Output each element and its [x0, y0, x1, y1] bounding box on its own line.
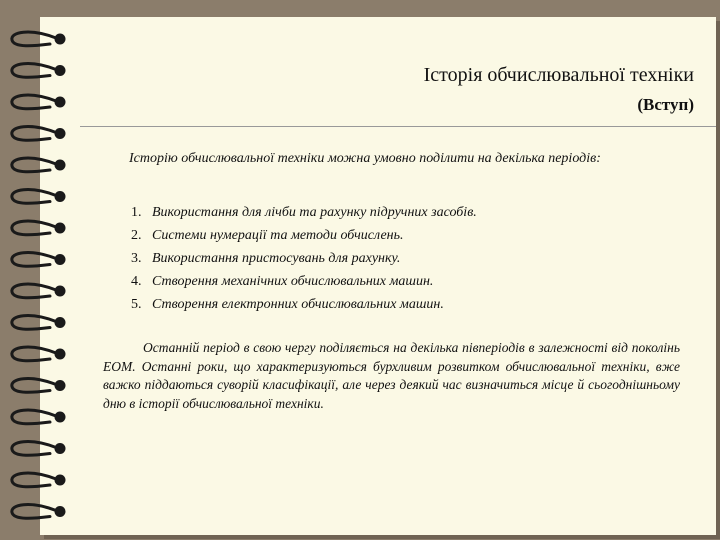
spiral-ring-icon — [12, 127, 56, 141]
binding-hole-icon — [55, 286, 66, 297]
binding-hole-icon — [55, 97, 66, 108]
list-item — [131, 296, 477, 319]
list-item-number: 3. — [131, 251, 142, 266]
spiral-ring-icon — [12, 95, 56, 109]
binding-hole-icon — [55, 317, 66, 328]
binding-hole-icon — [55, 128, 66, 139]
spiral-ring-icon — [12, 64, 56, 78]
spiral-ring-icon — [12, 253, 56, 267]
binding-hole-icon — [55, 191, 66, 202]
binding-hole-icon — [55, 380, 66, 391]
spiral-binding-icon — [0, 0, 80, 540]
list-item-number: 2. — [131, 228, 142, 243]
binding-hole-icon — [55, 65, 66, 76]
list-item-text: Використання для лічби та рахунку підручних засобів. — [152, 205, 477, 220]
spiral-ring-icon — [12, 442, 56, 456]
binding-hole-icon — [55, 254, 66, 265]
page-title: Історія обчислювальної техніки — [423, 64, 694, 86]
list-item-text: Системи нумерації та методи обчислень. — [152, 228, 404, 243]
binding-hole-icon — [55, 160, 66, 171]
binding-hole-icon — [55, 506, 66, 517]
spiral-ring-icon — [12, 505, 56, 519]
spiral-ring-icon — [12, 190, 56, 204]
spiral-ring-icon — [12, 473, 56, 487]
binding-hole-icon — [55, 34, 66, 45]
binding-hole-icon — [55, 443, 66, 454]
list-item-text: Використання пристосувань для рахунку. — [152, 251, 401, 266]
list-item-number: 1. — [131, 205, 142, 220]
page-subtitle: (Вступ) — [637, 95, 694, 114]
intro-text: Історію обчислювальної техніки можна умовно поділити на декілька періодів: — [129, 151, 601, 166]
header-divider — [80, 126, 716, 127]
binding-hole-icon — [55, 223, 66, 234]
body-paragraph: Останній період в свою чергу поділяється на декілька півперіодів в залежності від поколінь ЕОМ. Останні роки, що характеризуються бурхливим розвитком обчислювальної техніки, вже важко піддаються суворій класифікації, але через деякий час визначиться місце й сьогоднішньому дню в історії обчислювальної техніки. — [103, 340, 680, 411]
list-item-text: Створення механічних обчислювальних машин. — [152, 274, 434, 289]
spiral-ring-icon — [12, 158, 56, 172]
binding-hole-icon — [55, 349, 66, 360]
list-item — [131, 204, 477, 227]
periods-list — [131, 204, 477, 319]
binding-hole-icon — [55, 412, 66, 423]
spiral-ring-icon — [12, 379, 56, 393]
spiral-ring-icon — [12, 316, 56, 330]
spiral-ring-icon — [12, 32, 56, 46]
spiral-ring-icon — [12, 347, 56, 361]
binding-hole-icon — [55, 475, 66, 486]
list-item — [131, 227, 477, 250]
list-item-text: Створення електронних обчислювальних машин. — [152, 297, 444, 312]
list-item-number: 4. — [131, 274, 142, 289]
spiral-ring-icon — [12, 221, 56, 235]
list-item — [131, 250, 477, 273]
spiral-ring-icon — [12, 410, 56, 424]
list-item — [131, 273, 477, 296]
list-item-number: 5. — [131, 297, 142, 312]
spiral-ring-icon — [12, 284, 56, 298]
